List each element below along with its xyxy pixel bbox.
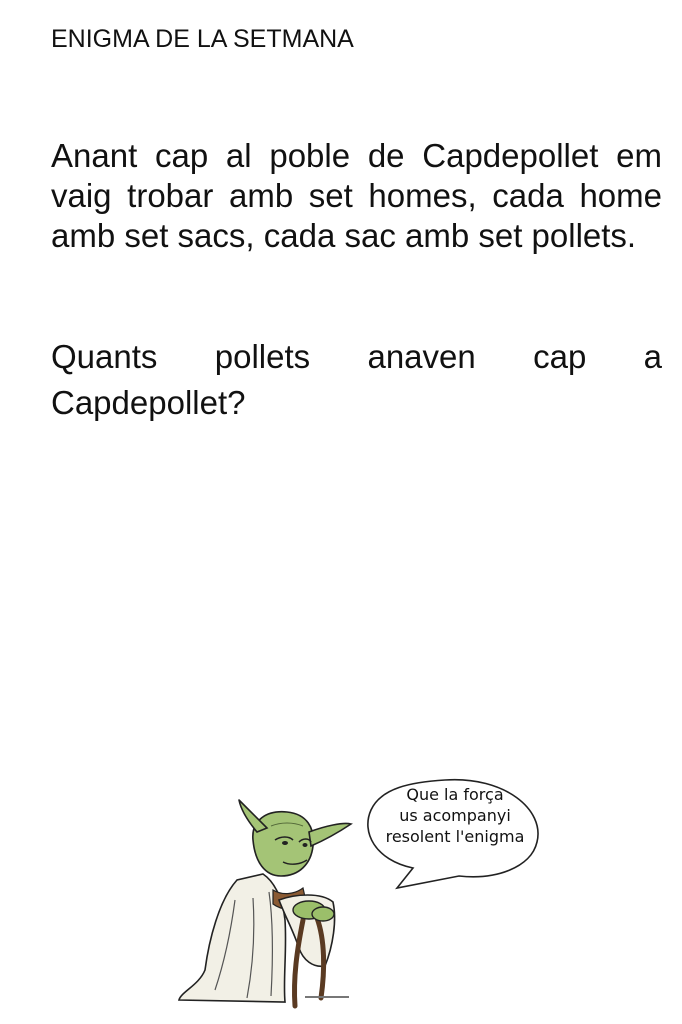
page-title: ENIGMA DE LA SETMANA [51, 25, 354, 53]
speech-bubble-text [382, 784, 528, 847]
bubble-line-3: resolent l'enigma [385, 827, 525, 846]
bubble-line-2: us acompanyi [399, 806, 511, 825]
riddle-question: Quants pollets anaven cap a Capdepollet? [51, 338, 662, 421]
bubble-line-1: Que la força [406, 785, 504, 804]
credit-mark [305, 996, 349, 998]
yoda-figure [179, 800, 351, 1006]
riddle-statement: Anant cap al poble de Capdepollet em vaig trobar amb set homes, cada home amb set sacs, cada sac amb set pollets. [51, 137, 662, 254]
